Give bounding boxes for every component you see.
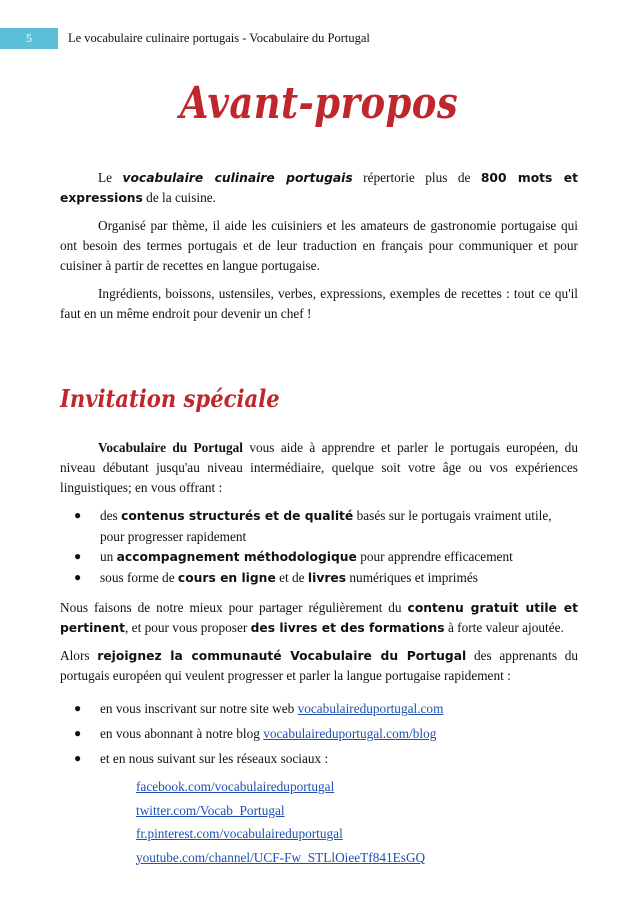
offer-item	[60, 547, 578, 568]
list-item	[60, 696, 578, 721]
invitation-title: Invitation spéciale	[60, 384, 280, 413]
text-run: un	[100, 549, 117, 564]
text-run: basés sur le portugais vraiment utile, pour progresser rapidement	[100, 508, 552, 544]
text-run: Alors	[60, 648, 98, 663]
text-run: à forte valeur ajoutée.	[444, 620, 564, 635]
offer-emphasis: cours en ligne	[177, 570, 276, 585]
join-paragraph	[60, 646, 578, 686]
text-run: et de	[275, 569, 308, 585]
social-link[interactable]: twitter.com/Vocab_Portugal	[136, 802, 285, 818]
invitation-body	[60, 438, 578, 869]
offer-item	[60, 506, 578, 547]
text-run: , et pour vous proposer	[125, 620, 251, 635]
offers-list	[60, 506, 578, 588]
blog-link[interactable]: vocabulaireduportugal.com/blog	[263, 726, 437, 741]
bullet-icon: ●	[74, 726, 82, 740]
word-count-emphasis: 800 mots et expressions	[60, 171, 578, 205]
social-link-item	[60, 775, 578, 799]
text-run: vous aide à apprendre et parler le portugais européen, du niveau débutant jusqu'au niveau intermédiaire, quelque soit votre âge ou vos expériences linguistiques; en vous offrant :	[60, 440, 578, 495]
text-run: des	[100, 508, 122, 523]
mission-paragraph	[60, 598, 578, 638]
text-run: répertorie plus de	[352, 170, 481, 185]
text-run: de la cuisine.	[142, 190, 216, 205]
website-link[interactable]: vocabulaireduportugal.com	[297, 701, 444, 716]
bullet-icon: ●	[74, 508, 82, 522]
join-ways-list	[60, 696, 578, 771]
offer-emphasis: contenus structurés et de qualité	[121, 509, 354, 523]
social-links-list	[60, 775, 578, 869]
foreword-paragraph-2: Organisé par thème, il aide les cuisiniers et les amateurs de gastronomie portugaise qui ont besoin des termes portugais et de leur traduction en français pour communiquer et pour cuisiner à partir de recettes en langue portugaise.	[60, 218, 578, 273]
bullet-icon: ●	[74, 549, 82, 563]
page-number: 5	[26, 31, 32, 45]
text-run: pour apprendre efficacement	[356, 549, 513, 564]
foreword-paragraph-1	[60, 168, 578, 208]
brand-emphasis: Vocabulaire du Portugal	[98, 440, 243, 455]
list-item	[60, 746, 578, 771]
foreword-body	[60, 168, 578, 332]
text-run: Le	[98, 170, 123, 185]
books-emphasis: des livres et des formations	[250, 621, 445, 635]
running-header-title: Le vocabulaire culinaire portugais - Vocabulaire du Portugal	[68, 31, 370, 45]
text-run: des apprenants du portugais européen qui veulent progresser et parler la langue portugaise rapidement :	[60, 648, 579, 683]
social-link-item	[60, 799, 578, 823]
bullet-icon: ●	[74, 701, 82, 715]
social-link[interactable]: youtube.com/channel/UCF-Fw_STLlOieeTf841EsGQ	[136, 849, 426, 865]
free-content-emphasis: contenu gratuit utile et pertinent	[60, 601, 579, 635]
bullet-icon: ●	[74, 751, 82, 765]
page-number-badge	[0, 28, 58, 49]
foreword-title: Avant-propos	[179, 78, 459, 129]
text-run: Nous faisons de notre mieux pour partager régulièrement du	[60, 600, 408, 615]
text-run: en vous abonnant à notre blog	[100, 726, 264, 741]
social-link[interactable]: facebook.com/vocabulaireduportugal	[136, 779, 335, 794]
social-link-item	[60, 822, 578, 846]
book-title-emphasis: vocabulaire culinaire portugais	[122, 171, 353, 185]
text-run: en vous inscrivant sur notre site web	[100, 701, 298, 716]
text-run: numériques et imprimés	[346, 569, 478, 585]
text-run: sous forme de	[100, 569, 178, 585]
social-link-item	[60, 846, 578, 870]
community-emphasis: rejoignez la communauté Vocabulaire du Portugal	[97, 649, 467, 663]
text-run: et en nous suivant sur les réseaux sociaux :	[100, 751, 329, 766]
offer-item	[60, 568, 578, 589]
invitation-intro	[60, 438, 578, 498]
offer-emphasis: accompagnement méthodologique	[116, 550, 357, 564]
foreword-paragraph-3: Ingrédients, boissons, ustensiles, verbes, expressions, exemples de recettes : tout ce qu'il faut en un même endroit pour devenir un chef !	[60, 286, 578, 321]
list-item	[60, 721, 578, 746]
social-link[interactable]: fr.pinterest.com/vocabulaireduportugal	[136, 826, 343, 841]
bullet-icon: ●	[74, 569, 82, 584]
offer-emphasis: livres	[307, 570, 347, 585]
